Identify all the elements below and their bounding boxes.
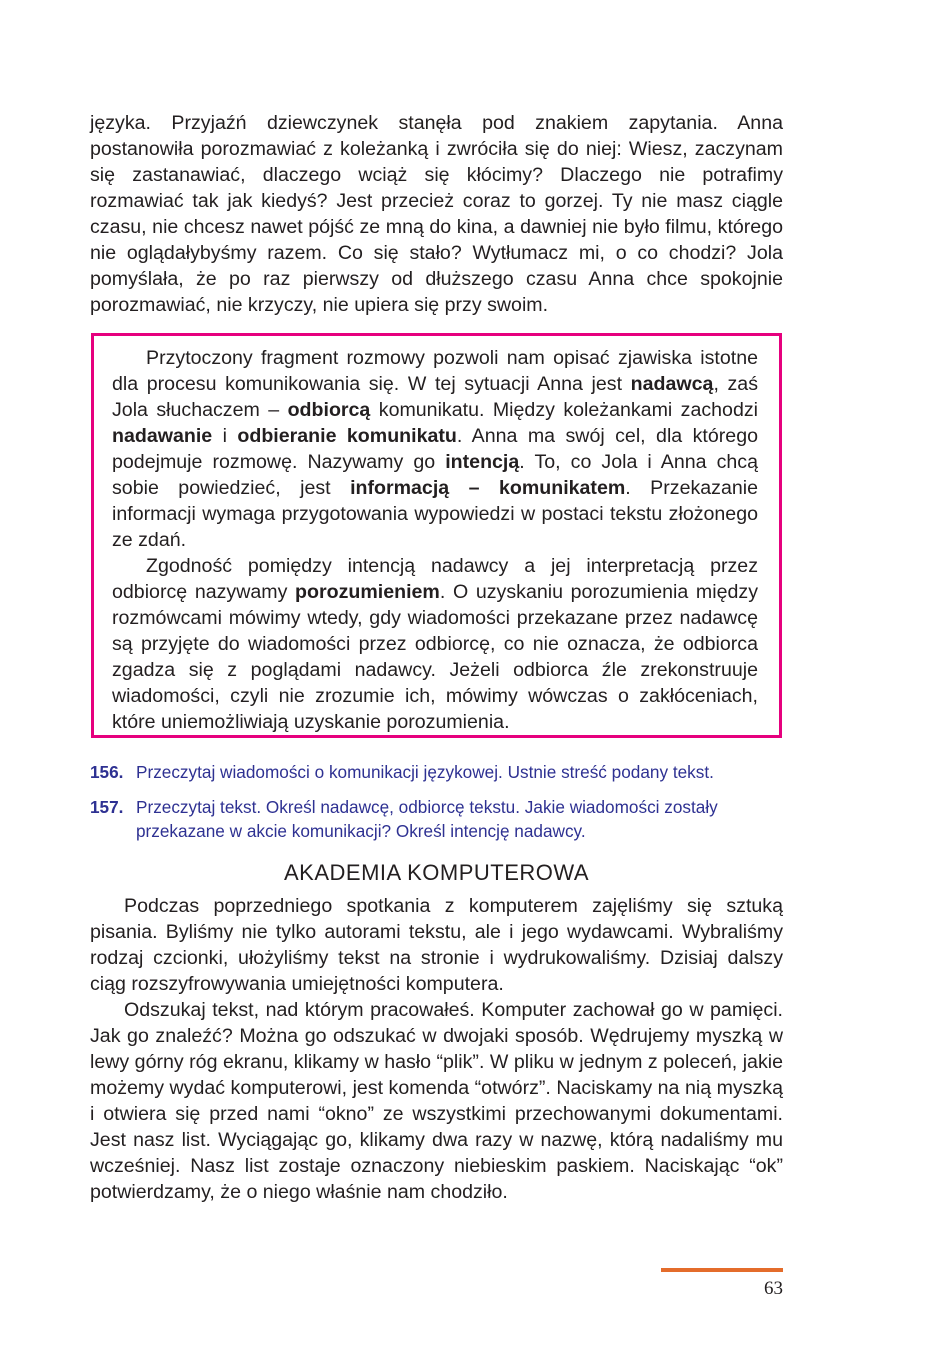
definition-paragraph-1: Przytoczony fragment rozmowy pozwoli nam opisać zjawiska istotne dla procesu komunikowania się. W tej sytuacji Anna jest nadawcą, zaś Jola słuchaczem – odbiorcą komunikatu. Między koleżankami zachodzi nadawanie i odbieranie komunikatu. Anna ma swój cel, dla którego podejmuje rozmowę. Nazywamy go intencją. To, co Jola i Anna chcą sobie powiedzieć, jest informacją – komunikatem. Przekazanie informacji wymaga przygotowania wypowiedzi w postaci tekstu złożonego ze zdań. — [112, 347, 759, 551]
exercise-157 — [90, 795, 783, 843]
exercise-text: Przeczytaj tekst. Określ nadawcę, odbiorcę tekstu. Jakie wiadomości zostały przekazane w akcie komunikacji? Określ intencję nadawcy. — [136, 797, 718, 841]
definition-box — [91, 333, 782, 738]
exercise-text: Przeczytaj wiadomości o komunikacji językowej. Ustnie streść podany tekst. — [136, 762, 714, 782]
footer-rule — [661, 1268, 783, 1272]
exercise-156 — [90, 760, 783, 784]
definition-paragraph-2: Zgodność pomiędzy intencją nadawcy a jej interpretacją przez odbiorcę nazywamy porozumieniem. O uzyskaniu porozumienia między rozmówcami mówimy wtedy, gdy wiadomości przekazane przez nadawcę są przyjęte do wiadomości przez odbiorcę, co nie oznacza, że odbiorca zgadza się z poglądami nadawcy. Jeżeli odbiorca źle zrekonstruuje wiadomości, czyli nie zrozumie ich, mówimy wówczas o zakłóceniach, które uniemożliwiają uzyskanie porozumienia. — [112, 555, 758, 733]
page-number: 63 — [764, 1278, 783, 1299]
section-title: AKADEMIA KOMPUTEROWA — [283, 860, 589, 885]
akademia-paragraph-1: Podczas poprzedniego spotkania z komputerem zajęliśmy się sztuką pisania. Byliśmy nie tylko autorami tekstu, ale i jego wydawcami. Wybraliśmy rodzaj czcionki, ułożyliśmy tekst na stronie i wydrukowaliśmy. Dzisiaj dalszy ciąg rozszyfrowywania umiejętności komputera. — [90, 895, 783, 995]
exercise-number: 157. — [90, 797, 124, 817]
akademia-paragraph-2: Odszukaj tekst, nad którym pracowałeś. Komputer zachował go w pamięci. Jak go znaleźć? Można go odszukać w dwojaki sposób. Wędrujemy myszką w lewy górny róg ekranu, klikamy w hasło “plik”. W pliku w jednym z poleceń, jakie możemy wydać komputerowi, jest komenda “otwórz”. Naciskamy na nią myszką i otwiera się przed nami “okno” ze wszystkimi przechowanymi dokumentami. Jest nasz list. Wyciągając go, klikamy dwa razy w nazwę, którą nadaliśmy mu wcześniej. Nasz list zostaje oznaczony niebieskim paskiem. Naciskając “ok” potwierdzamy, że o niego właśnie nam chodziło. — [90, 999, 783, 1203]
intro-paragraph: języka. Przyjaźń dziewczynek stanęła pod znakiem zapytania. Anna postanowiła porozmawiać z koleżanką i zwróciła się do niej: Wiesz, zaczynam się zastanawiać, dlaczego wciąż się kłócimy? Dlaczego nie potrafimy rozmawiać tak jak kiedyś? Jest przecież coraz to gorzej. Ty nie masz ciągle czasu, nie chcesz nawet pójść ze mną do kina, a dawniej nie było filmu, którego nie oglądałybyśmy razem. Co się stało? Wytłumacz mi, o co chodzi? Jola pomyślała, że po raz pierwszy od dłuższego czasu Anna chce spokojnie porozmawiać, nie krzyczy, nie upiera się przy swoim. — [90, 112, 783, 316]
akademia-text — [90, 893, 783, 1205]
exercise-number: 156. — [90, 762, 124, 782]
